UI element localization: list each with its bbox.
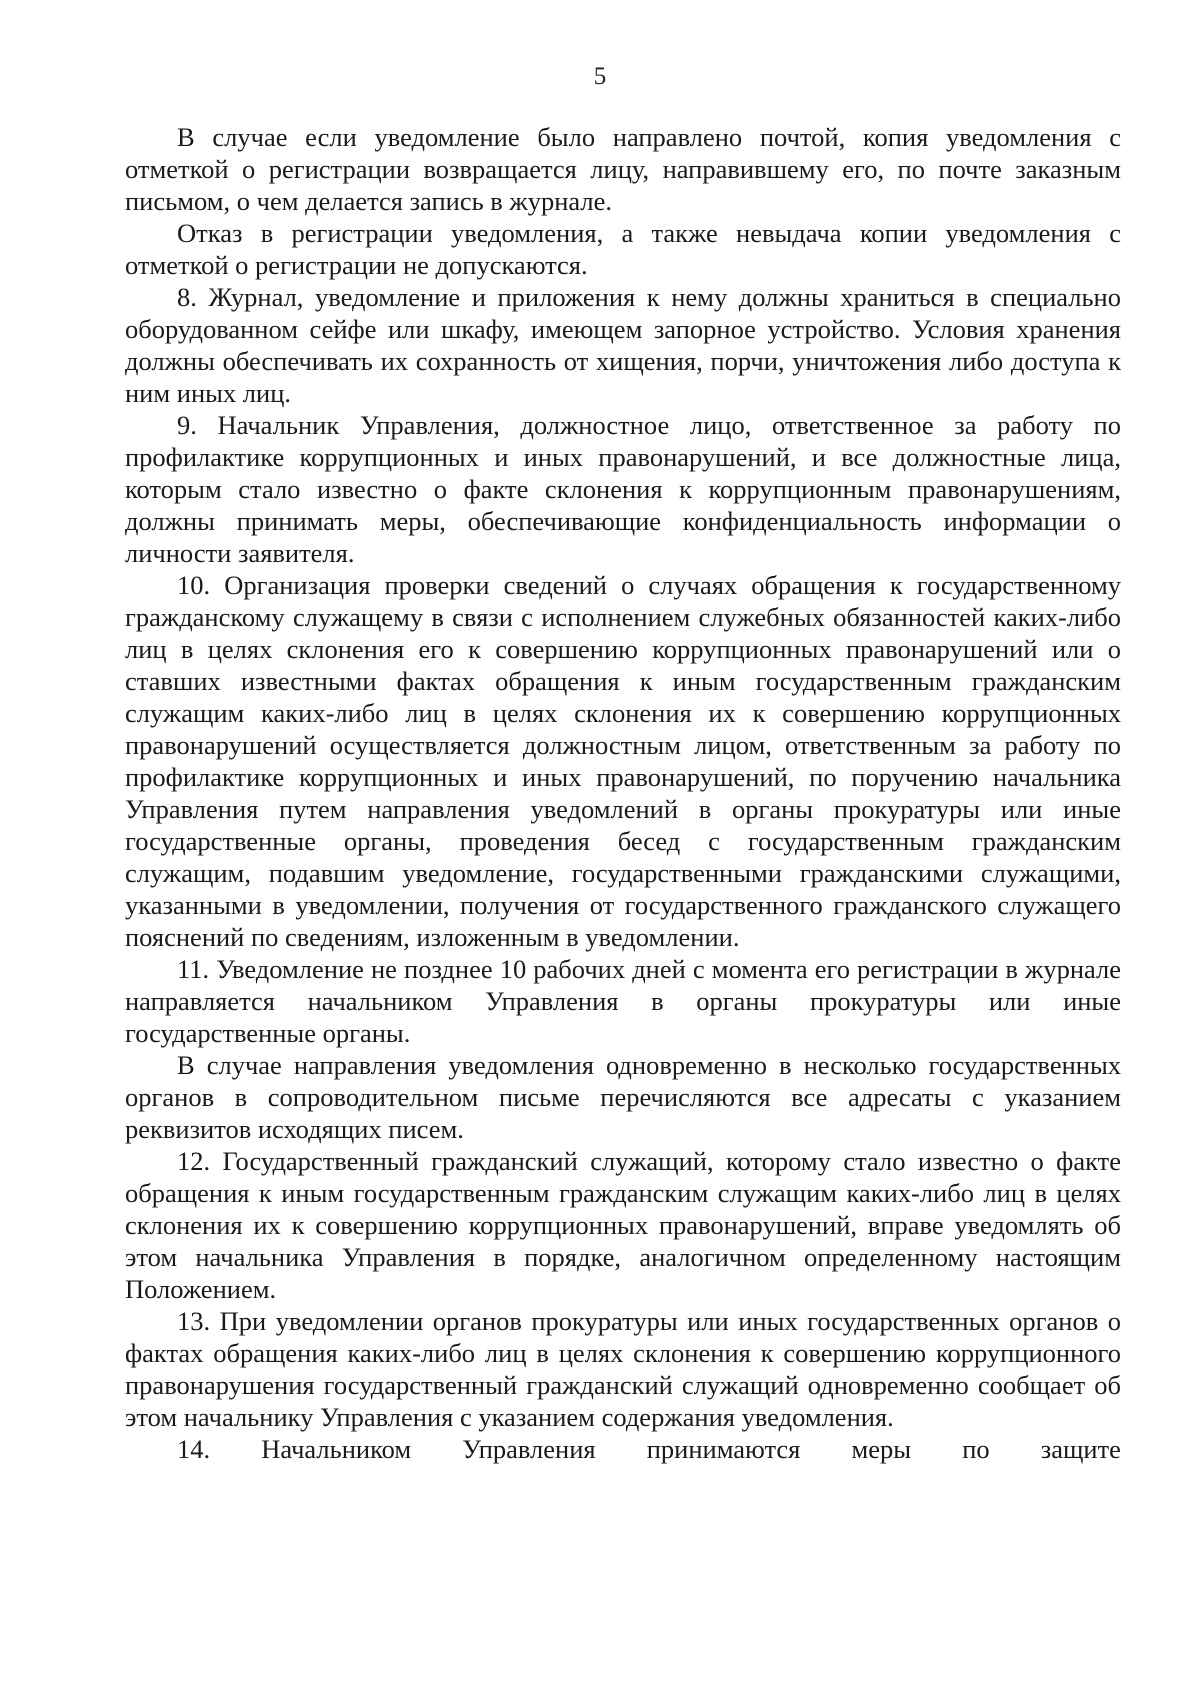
paragraph-mail-copy: В случае если уведомление было направлено почтой, копия уведомления с отметкой о регистрации возвращается лицу, направившему его, по почте заказным письмом, о чем делается запись в журнале. bbox=[125, 122, 1121, 216]
word: принимаются bbox=[646, 1434, 801, 1464]
page-number: 5 bbox=[593, 63, 607, 90]
paragraph-10: 10. Организация проверки сведений о случаях обращения к государственному гражданскому служащему в связи с исполнением служебных обязанностей каких-либо лиц в целях склонения его к совершению коррупционных правонарушений или о ставших известными фактах обращения к иным государственным гражданским служащим каких-либо лиц в целях склонения их к совершению коррупционных правонарушений осуществляется должностным лицом, ответственным за работу по профилактике коррупционных и иных правонарушений, по поручению начальника Управления путем направления уведомлений в органы прокуратуры или иные государственные органы, проведения бесед с государственным гражданским служащим, подавшим уведомление, государственными гражданскими служащими, указанными в уведомлении, получения от государственного гражданского служащего пояснений по сведениям, изложенным в уведомлении. bbox=[125, 570, 1121, 952]
paragraph-8: 8. Журнал, уведомление и приложения к нему должны храниться в специально оборудованном сейфе или шкафу, имеющем запорное устройство. Условия хранения должны обеспечивать их сохранность от хищения, порчи, уничтожения либо доступа к ним иных лиц. bbox=[125, 282, 1121, 408]
paragraph-refusal: Отказ в регистрации уведомления, а также невыдача копии уведомления с отметкой о регистрации не допускаются. bbox=[125, 218, 1121, 280]
word: 14. bbox=[177, 1434, 211, 1464]
paragraph-11-addressees: В случае направления уведомления одновременно в несколько государственных органов в сопроводительном письме перечисляются все адресаты с указанием реквизитов исходящих писем. bbox=[125, 1050, 1121, 1144]
word: Управления bbox=[462, 1434, 596, 1464]
paragraph-11: 11. Уведомление не позднее 10 рабочих дней с момента его регистрации в журнале направляется начальником Управления в органы прокуратуры или иные государственные органы. bbox=[125, 954, 1121, 1048]
word: защите bbox=[1040, 1434, 1121, 1464]
paragraph-13: 13. При уведомлении органов прокуратуры или иных государственных органов о фактах обращения каких-либо лиц в целях склонения к совершению коррупционного правонарушения государственный гражданский служащий одновременно сообщает об этом начальнику Управления с указанием содержания уведомления. bbox=[125, 1306, 1121, 1432]
word: меры bbox=[851, 1434, 912, 1464]
document-body bbox=[125, 121, 1121, 1465]
word: по bbox=[962, 1434, 990, 1464]
word: Начальником bbox=[261, 1434, 412, 1464]
paragraph-9: 9. Начальник Управления, должностное лицо, ответственное за работу по профилактике коррупционных и иных правонарушений, и все должностные лица, которым стало известно о факте склонения к коррупционным правонарушениям, должны принимать меры, обеспечивающие конфиденциальность информации о личности заявителя. bbox=[125, 410, 1121, 568]
paragraph-12: 12. Государственный гражданский служащий, которому стало известно о факте обращения к иным государственным гражданским служащим каких-либо лиц в целях склонения их к совершению коррупционных правонарушений, вправе уведомлять об этом начальника Управления в порядке, аналогичном определенному настоящим Положением. bbox=[125, 1146, 1121, 1304]
paragraph-14-first-line bbox=[125, 1433, 1121, 1465]
